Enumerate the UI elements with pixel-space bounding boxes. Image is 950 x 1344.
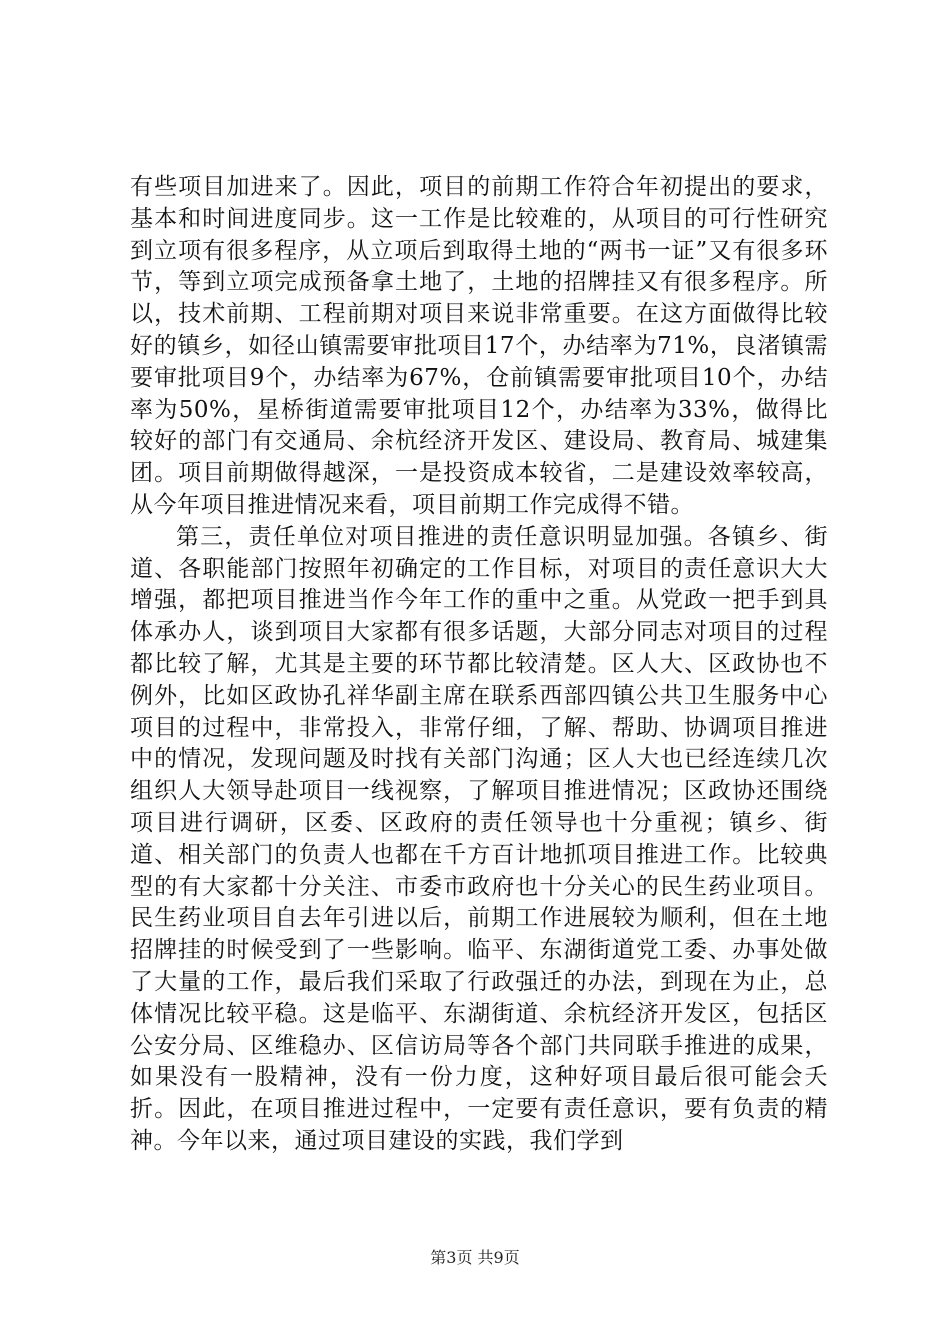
paragraph-third-point: 第三，责任单位对项目推进的责任意识明显加强。各镇乡、街道、各职能部门按照年初确定的工作目标，对项目的责任意识大大增强，都把项目推进当作今年工作的重中之重。从党政一把手到具体承办人，谈到项目大家都有很多话题，大部分同志对项目的过程都比较了解，尤其是主要的环节都比较清楚。区人大、区政协也不例外，比如区政协孔祥华副主席在联系西部四镇公共卫生服务中心项目的过程中，非常投入，非常仔细，了解、帮助、协调项目推进中的情况，发现问题及时找有关部门沟通；区人大也已经连续几次组织人大领导赴项目一线视察，了解项目推进情况；区政协还围绕项目进行调研，区委、区政府的责任领导也十分重视；镇乡、街道、相关部门的负责人也都在千方百计地抓项目推进工作。比较典型的有大家都十分关注、市委市政府也十分关心的民生药业项目。民生药业项目自去年引进以后，前期工作进展较为顺利，但在土地招牌挂的时候受到了一些影响。临平、东湖街道党工委、办事处做了大量的工作，最后我们采取了行政强迁的办法，到现在为止，总体情况比较平稳。这是临平、东湖街道、余杭经济开发区，包括区公安分局、区维稳办、区信访局等各个部门共同联手推进的成果，如果没有一股精神，没有一份力度，这种好项目最后很可能会夭折。因此，在项目推进过程中，一定要有责任意识，要有负责的精神。今年以来，通过项目建设的实践，我们学到 — [130, 523, 828, 1154]
page-footer — [0, 1245, 950, 1268]
page-number: 第3页 共9页 — [430, 1248, 520, 1267]
document-body — [130, 172, 828, 1158]
paragraph-continuation: 有些项目加进来了。因此，项目的前期工作符合年初提出的要求，基本和时间进度同步。这一工作是比较难的，从项目的可行性研究到立项有很多程序，从立项后到取得土地的“两书一证”又有很多环节，等到立项完成预备拿土地了，土地的招牌挂又有很多程序。所以，技术前期、工程前期对项目来说非常重要。在这方面做得比较好的镇乡，如径山镇需要审批项目17个，办结率为71%，良渚镇需要审批项目9个，办结率为67%，仓前镇需要审批项目10个，办结率为50%，星桥街道需要审批项目12个，办结率为33%，做得比较好的部门有交通局、余杭经济开发区、建设局、教育局、城建集团。项目前期做得越深，一是投资成本较省，二是建设效率较高，从今年项目推进情况来看，项目前期工作完成得不错。 — [130, 174, 828, 518]
